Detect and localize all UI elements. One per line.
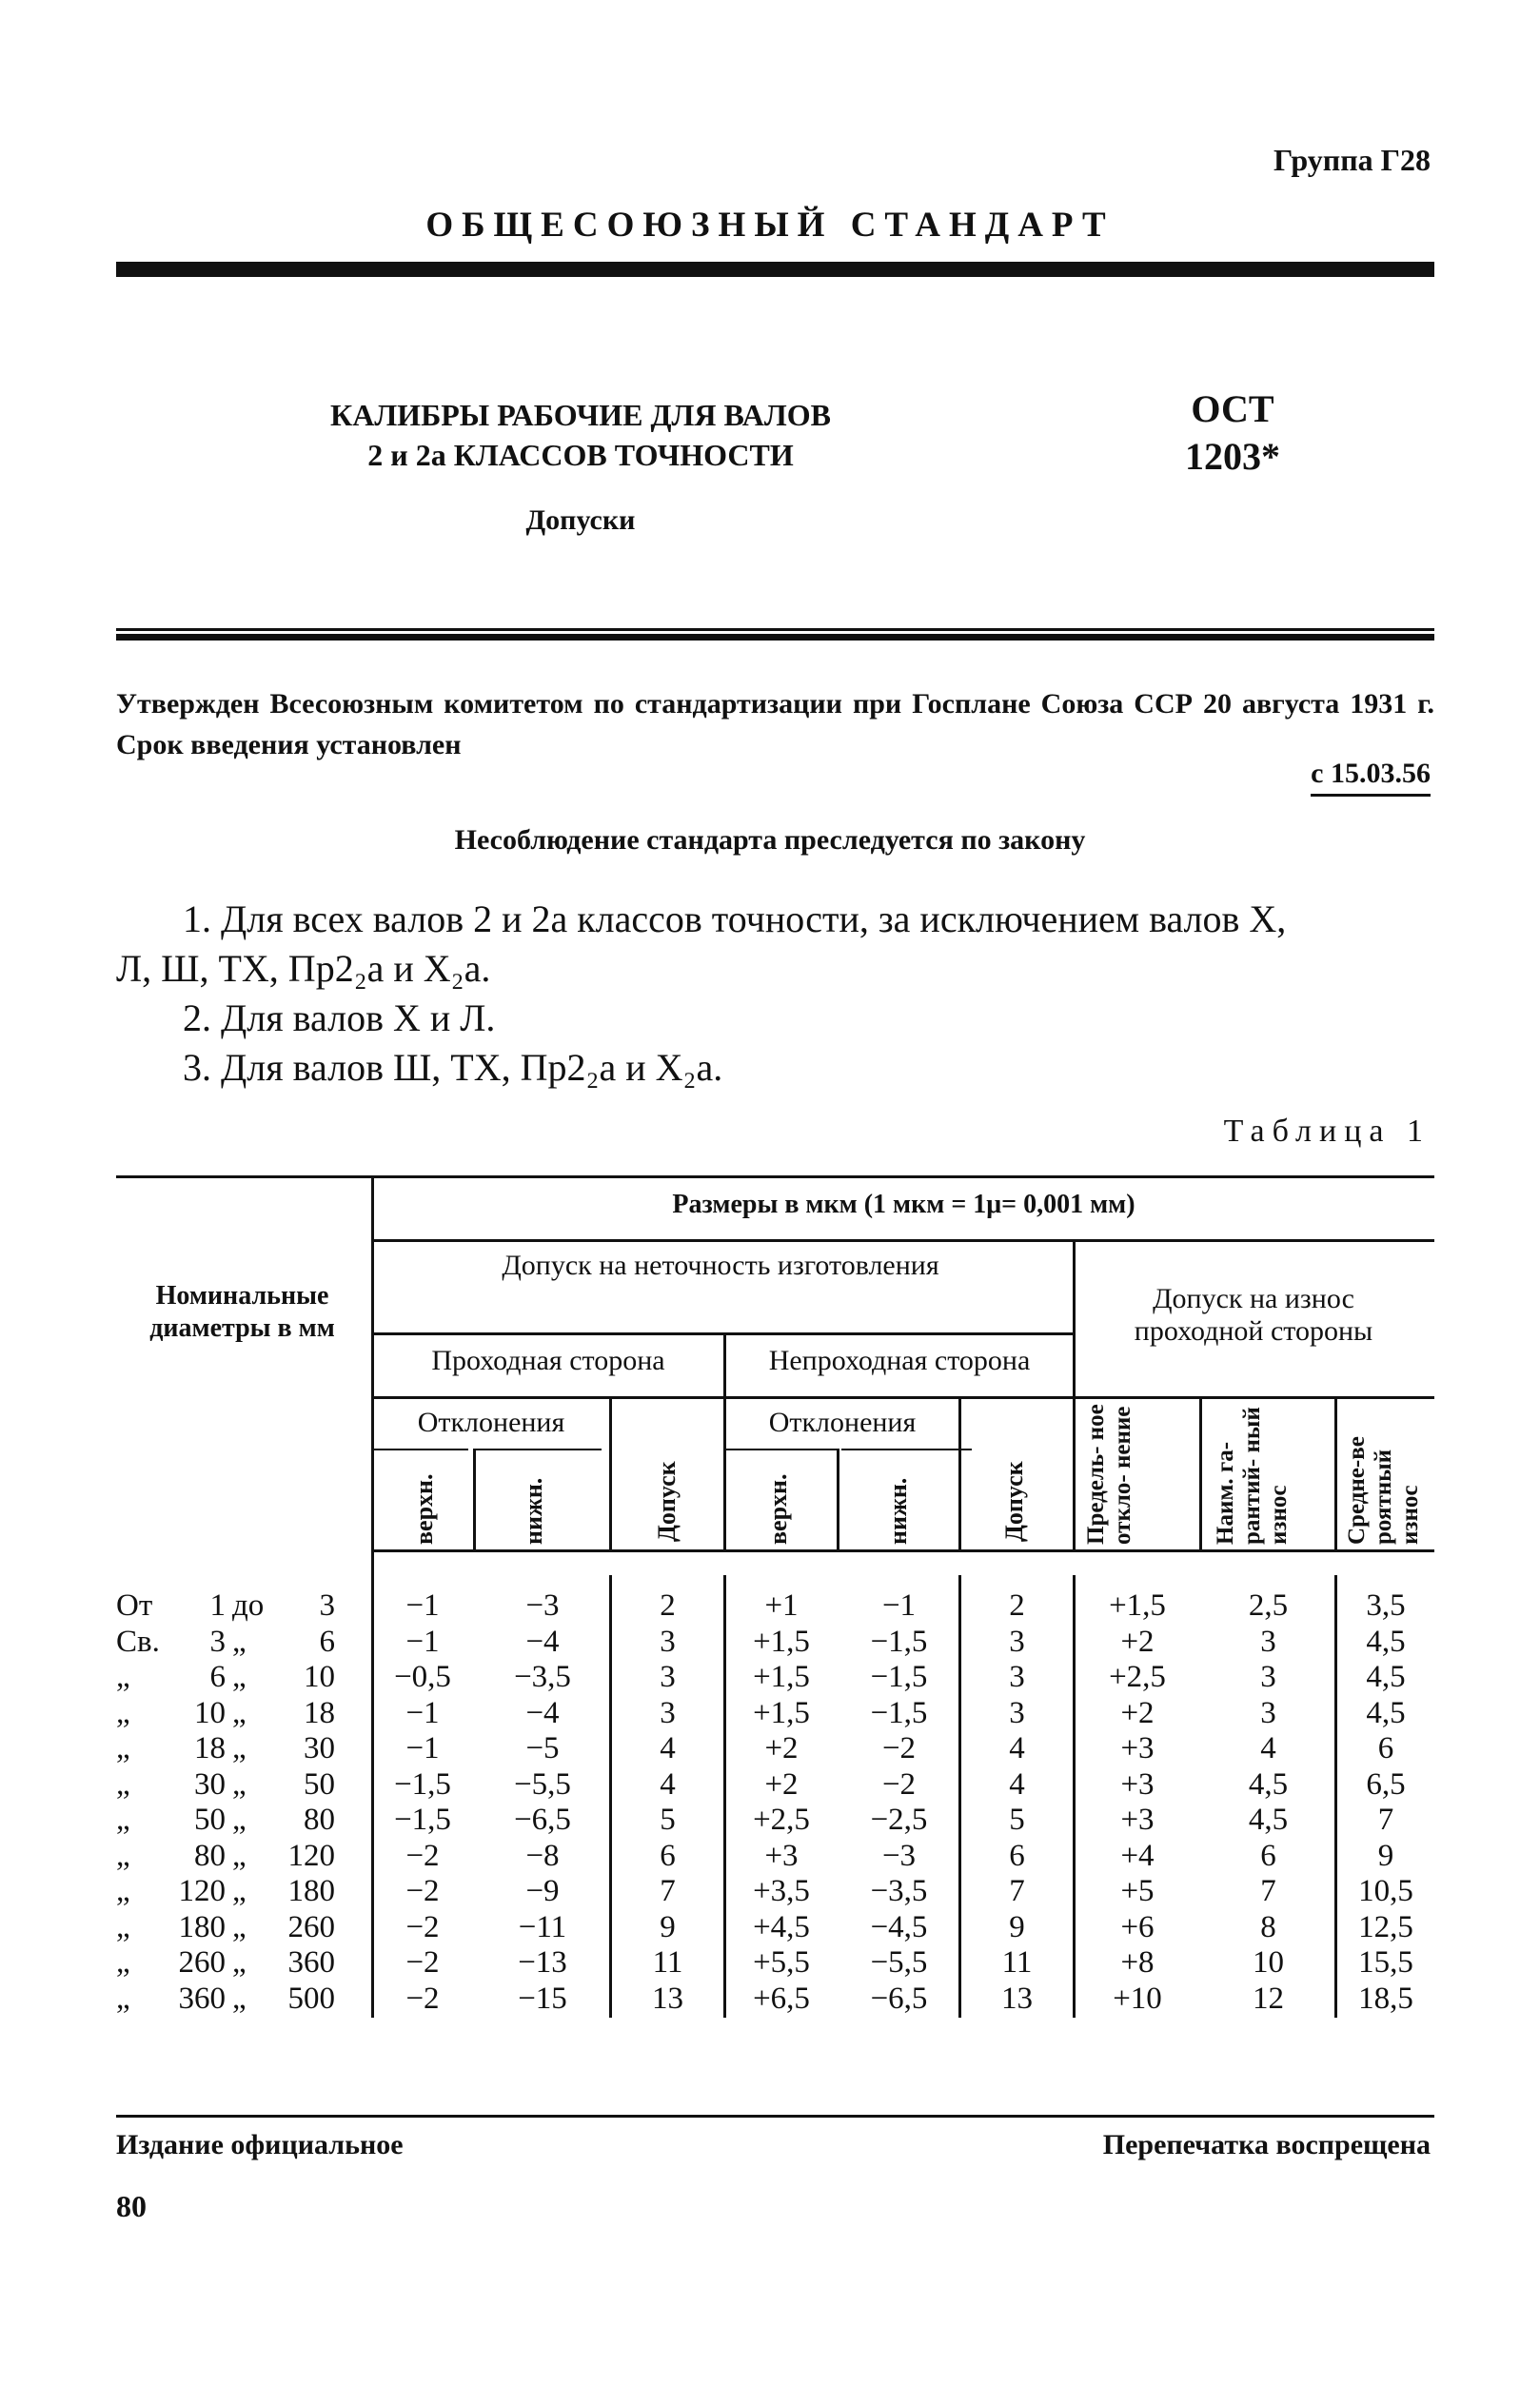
h-line-header-bottom (373, 1549, 1434, 1552)
range-to: 180 (287, 1874, 335, 1908)
note-3: 3. Для валов Ш, ТХ, Пр2₂а и Х₂а. (183, 1046, 723, 1089)
range-to: 18 (304, 1695, 335, 1730)
table-cell: −1 (405, 1624, 440, 1659)
table-cell: +6 (1120, 1909, 1155, 1944)
title-line-1: КАЛИБРЫ РАБОЧИЕ ДЛЯ ВАЛОВ (330, 398, 831, 432)
table-cell: +3 (1120, 1766, 1155, 1802)
table-cell: −1,5 (870, 1695, 928, 1730)
table-cell: 3 (660, 1695, 676, 1730)
table-cell: 7 (660, 1874, 676, 1908)
v-line-tol-nogo (958, 1396, 961, 1549)
range-sep: „ (232, 1695, 247, 1730)
table-cell: 4,5 (1366, 1624, 1406, 1659)
range-from: 10 (194, 1695, 226, 1730)
table-cell: +1,5 (753, 1624, 810, 1659)
diameter-range (116, 1874, 368, 1910)
table-top-line (116, 1175, 1434, 1178)
range-to: 500 (287, 1981, 335, 2016)
diameter-range (116, 1660, 368, 1696)
range-to: 6 (319, 1624, 335, 1659)
table-cell: 7 (1009, 1874, 1025, 1908)
table-cell: −6,5 (514, 1803, 571, 1837)
table-cell: −4 (525, 1624, 560, 1659)
header-lower-nogo: нижн. (884, 1477, 912, 1545)
table-cell: −3 (881, 1838, 917, 1873)
document-subtitle: Допуски (525, 504, 636, 536)
table-cell: +5,5 (753, 1945, 810, 1980)
range-to: 360 (287, 1945, 335, 1980)
range-prefix: „ (116, 1731, 130, 1765)
table-cell: 11 (652, 1945, 683, 1980)
v-line-tol-go (609, 1396, 612, 1549)
rule-upper (116, 628, 1434, 631)
ost-label: ОСТ (1191, 387, 1274, 430)
table-cell: −2 (405, 1909, 440, 1944)
table-cell: 13 (652, 1981, 683, 2016)
range-from: 1 (209, 1588, 226, 1623)
header-manufacture: Допуск на неточность изготовления (502, 1250, 939, 1281)
tolerance-table (116, 1175, 1434, 2022)
table-cell: 3 (1009, 1695, 1025, 1730)
v-line-up-low-go (473, 1449, 476, 1549)
header-sizes: Размеры в мкм (1 мкм = 1μ= 0,001 мм) (672, 1190, 1135, 1219)
table-cell: −1 (405, 1588, 440, 1623)
date-underline (1311, 794, 1431, 797)
diameter-range (116, 1803, 368, 1839)
table-cell: 3,5 (1366, 1588, 1406, 1623)
range-sep: „ (232, 1838, 247, 1873)
table-cell: +5 (1120, 1874, 1155, 1908)
range-from: 180 (178, 1909, 226, 1944)
range-from: 360 (178, 1981, 226, 2016)
header-diameters: Номинальные диаметры в мм (149, 1281, 335, 1343)
ost-number: 1203* (1185, 435, 1280, 478)
range-sep: „ (232, 1909, 247, 1944)
table-cell: 9 (1009, 1909, 1025, 1944)
table-cell: 6,5 (1366, 1766, 1406, 1802)
range-to: 10 (304, 1660, 335, 1694)
range-from: 3 (209, 1624, 226, 1659)
group-code: Группа Г28 (1273, 143, 1431, 177)
table-cell: 10,5 (1358, 1874, 1413, 1908)
h-line-dev-go-2 (476, 1449, 602, 1450)
table-cell: 3 (1009, 1624, 1025, 1659)
diameter-range (116, 1945, 368, 1982)
table-cell: −5 (525, 1731, 560, 1765)
range-prefix: „ (116, 1945, 130, 1980)
diameter-range (116, 1982, 368, 2018)
table-cell: +1 (764, 1588, 799, 1623)
approval-text: Утвержден Всесоюзным комитетом по стандартизации при Госплане Союза ССР 20 августа 1931 г. Срок введения установлен (116, 688, 1434, 760)
table-cell: +2 (764, 1766, 799, 1802)
table-cell: +2 (764, 1731, 799, 1765)
table-cell: 3 (1260, 1695, 1276, 1730)
range-sep: „ (232, 1624, 247, 1659)
table-cell: 3 (660, 1660, 676, 1694)
table-cell: +1,5 (753, 1695, 810, 1730)
table-cell: −1 (405, 1695, 440, 1730)
table-cell: −1,5 (870, 1624, 928, 1659)
range-prefix: „ (116, 1695, 130, 1730)
header-wear: Допуск на износ проходной стороны (1134, 1283, 1373, 1347)
table-cell: +2,5 (753, 1803, 810, 1837)
range-to: 30 (304, 1731, 335, 1765)
table-cell: 7 (1377, 1803, 1394, 1837)
table-cell: 15,5 (1358, 1945, 1413, 1980)
range-from: 18 (194, 1731, 226, 1765)
table-cell: 9 (1377, 1838, 1394, 1873)
table-cell: 4,5 (1248, 1803, 1289, 1837)
table-cell: 12 (1253, 1981, 1284, 2016)
h-line-dev-nogo-2 (841, 1449, 972, 1450)
table-cell: −15 (518, 1981, 567, 2016)
rule-lower (116, 634, 1434, 641)
diameter-range (116, 1588, 368, 1625)
v-line-wear-2 (1334, 1396, 1337, 1549)
range-prefix: „ (116, 1660, 130, 1694)
table-cell: −1,5 (394, 1803, 451, 1837)
table-cell: −3 (525, 1588, 560, 1623)
table-cell: −2 (405, 1945, 440, 1980)
diameter-range (116, 1731, 368, 1767)
diameter-range (116, 1767, 368, 1804)
table-caption: Таблица 1 (1223, 1114, 1431, 1149)
table-cell: −2 (405, 1838, 440, 1873)
range-prefix: „ (116, 1874, 130, 1908)
table-cell: 10 (1253, 1945, 1284, 1980)
document-title (286, 395, 876, 475)
range-from: 120 (178, 1874, 226, 1908)
range-sep: „ (232, 1766, 247, 1802)
diameter-range (116, 1625, 368, 1661)
h-line-sizes (373, 1239, 1434, 1242)
table-cell: −1 (881, 1588, 917, 1623)
v-line-diam (371, 1175, 374, 2018)
effective-date (1311, 758, 1431, 797)
range-to: 80 (304, 1803, 335, 1837)
title-line-2: 2 и 2а КЛАССОВ ТОЧНОСТИ (367, 438, 794, 472)
diameter-range (116, 1910, 368, 1946)
range-prefix: „ (116, 1766, 130, 1802)
table-cell: 5 (660, 1803, 676, 1837)
table-cell: +6,5 (753, 1981, 810, 2016)
table-cell: 8 (1260, 1909, 1276, 1944)
table-cell: −2 (405, 1874, 440, 1908)
table-cell: −13 (518, 1945, 567, 1980)
header-min-wear: Наим. га- рантий- ный износ (1213, 1407, 1292, 1545)
range-prefix: „ (116, 1838, 130, 1873)
table-cell: 5 (1009, 1803, 1025, 1837)
table-cell: +8 (1120, 1945, 1155, 1980)
header-deviations-nogo: Отклонения (768, 1407, 917, 1438)
table-cell: −3,5 (870, 1874, 928, 1908)
table-cell: 2 (1009, 1588, 1025, 1623)
table-cell: 6 (660, 1838, 676, 1873)
header-nogo-side: Непроходная сторона (768, 1345, 1031, 1376)
range-from: 50 (194, 1803, 226, 1837)
table-cell: +2 (1120, 1695, 1155, 1730)
diameter-range (116, 1696, 368, 1732)
h-line-deviations (373, 1396, 1434, 1399)
range-from: 260 (178, 1945, 226, 1980)
range-to: 120 (287, 1838, 335, 1873)
table-cell: −2 (405, 1981, 440, 2016)
table-cell: 4,5 (1366, 1660, 1406, 1694)
table-cell: 9 (660, 1909, 676, 1944)
effective-date-text: с 15.03.56 (1311, 758, 1431, 789)
standard-type: ОБЩЕСОЮЗНЫЙ СТАНДАРТ (425, 206, 1115, 245)
table-cell: 3 (660, 1624, 676, 1659)
table-cell: 4 (1009, 1731, 1025, 1765)
range-prefix: От (116, 1588, 153, 1623)
edition-note: Издание официальное (116, 2129, 404, 2160)
table-cell: 4 (1260, 1731, 1276, 1765)
diameter-range (116, 1839, 368, 1875)
table-cell: 18,5 (1358, 1981, 1413, 2016)
range-from: 30 (194, 1766, 226, 1802)
note-1: 1. Для всех валов 2 и 2а классов точности, за исключением валов X, (183, 897, 1287, 940)
table-cell: −1 (405, 1731, 440, 1765)
table-cell: 3 (1009, 1660, 1025, 1694)
reprint-note: Перепечатка воспрещена (1102, 2129, 1431, 2160)
range-sep: „ (232, 1874, 247, 1908)
h-line-dev-go (373, 1449, 468, 1450)
table-cell: −2,5 (870, 1803, 928, 1837)
table-cell: 6 (1377, 1731, 1394, 1765)
table-cell: +3 (764, 1838, 799, 1873)
range-sep: „ (232, 1981, 247, 2016)
table-cell: +3 (1120, 1803, 1155, 1837)
header-avg-wear: Средне-ве роятный износ (1344, 1436, 1423, 1545)
table-cell: −2 (881, 1731, 917, 1765)
range-from: 80 (194, 1838, 226, 1873)
range-sep: „ (232, 1945, 247, 1980)
table-cell: 2 (660, 1588, 676, 1623)
header-lower-go: нижн. (520, 1477, 547, 1545)
range-sep: до (232, 1588, 265, 1623)
range-from: 6 (209, 1660, 226, 1694)
table-cell: 4 (660, 1766, 676, 1802)
table-cell: −5,5 (870, 1945, 928, 1980)
table-cell: 13 (1001, 1981, 1033, 2016)
header-upper-go: верхн. (410, 1473, 438, 1545)
table-cell: 6 (1009, 1838, 1025, 1873)
table-cell: −8 (525, 1838, 560, 1873)
table-cell: +3,5 (753, 1874, 810, 1908)
header-tolerance-go: Допуск (653, 1461, 681, 1542)
table-cell: −4,5 (870, 1909, 928, 1944)
table-cell: 4 (1009, 1766, 1025, 1802)
table-cell: 4 (660, 1731, 676, 1765)
notes (116, 895, 1434, 1093)
table-cell: −9 (525, 1874, 560, 1908)
range-sep: „ (232, 1660, 247, 1694)
table-cell: 7 (1260, 1874, 1276, 1908)
table-cell: −1,5 (394, 1766, 451, 1802)
header-limit-deviation: Предель- ное откло- нение (1083, 1404, 1135, 1545)
range-prefix: „ (116, 1803, 130, 1837)
range-to: 260 (287, 1909, 335, 1944)
page-number: 80 (116, 2189, 147, 2223)
table-cell: +10 (1113, 1981, 1162, 2016)
v-line-up-low-nogo (837, 1449, 839, 1549)
table-cell: +4,5 (753, 1909, 810, 1944)
table-cell: 6 (1260, 1838, 1276, 1873)
h-line-dev-nogo (725, 1449, 837, 1450)
table-cell: −5,5 (514, 1766, 571, 1802)
table-cell: +1,5 (753, 1660, 810, 1694)
table-cell: −11 (518, 1909, 567, 1944)
table-cell: 4,5 (1366, 1695, 1406, 1730)
table-cell: 12,5 (1358, 1909, 1413, 1944)
header-deviations-go: Отклонения (417, 1407, 565, 1438)
range-prefix: „ (116, 1981, 130, 2016)
table-cell: 2,5 (1248, 1588, 1289, 1623)
range-sep: „ (232, 1803, 247, 1837)
table-cell: +4 (1120, 1838, 1155, 1873)
header-go-side: Проходная сторона (431, 1345, 665, 1376)
note-2: 2. Для валов X и Л. (183, 996, 496, 1039)
table-cell: +2,5 (1109, 1660, 1166, 1694)
table-cell: −0,5 (394, 1660, 451, 1694)
range-to: 3 (319, 1588, 335, 1623)
note-1-cont: Л, Ш, ТХ, Пр2₂а и Х₂а. (116, 947, 491, 990)
table-cell: −1,5 (870, 1660, 928, 1694)
v-line-wear-1 (1199, 1396, 1202, 1549)
table-cell: −3,5 (514, 1660, 571, 1694)
v-line-wear-header (1073, 1239, 1076, 1549)
table-cell: 4,5 (1248, 1766, 1289, 1802)
table-cell: −6,5 (870, 1981, 928, 2016)
table-cell: 11 (1001, 1945, 1033, 1980)
top-rule (116, 262, 1434, 277)
table-cell: 3 (1260, 1624, 1276, 1659)
range-to: 50 (304, 1766, 335, 1802)
header-tolerance-nogo: Допуск (1000, 1461, 1028, 1542)
table-cell: +3 (1120, 1731, 1155, 1765)
range-prefix: „ (116, 1909, 130, 1944)
table-cell: 3 (1260, 1660, 1276, 1694)
table-cell: +1,5 (1109, 1588, 1166, 1623)
table-cell: +2 (1120, 1624, 1155, 1659)
footer-rule (116, 2115, 1434, 2118)
range-prefix: Св. (116, 1624, 160, 1659)
ost-code (1156, 385, 1309, 481)
header-upper-nogo: верхн. (764, 1473, 792, 1545)
table-cell: −2 (881, 1766, 917, 1802)
legal-notice: Несоблюдение стандарта преследуется по закону (454, 824, 1086, 856)
table-cell: −4 (525, 1695, 560, 1730)
range-sep: „ (232, 1731, 247, 1765)
